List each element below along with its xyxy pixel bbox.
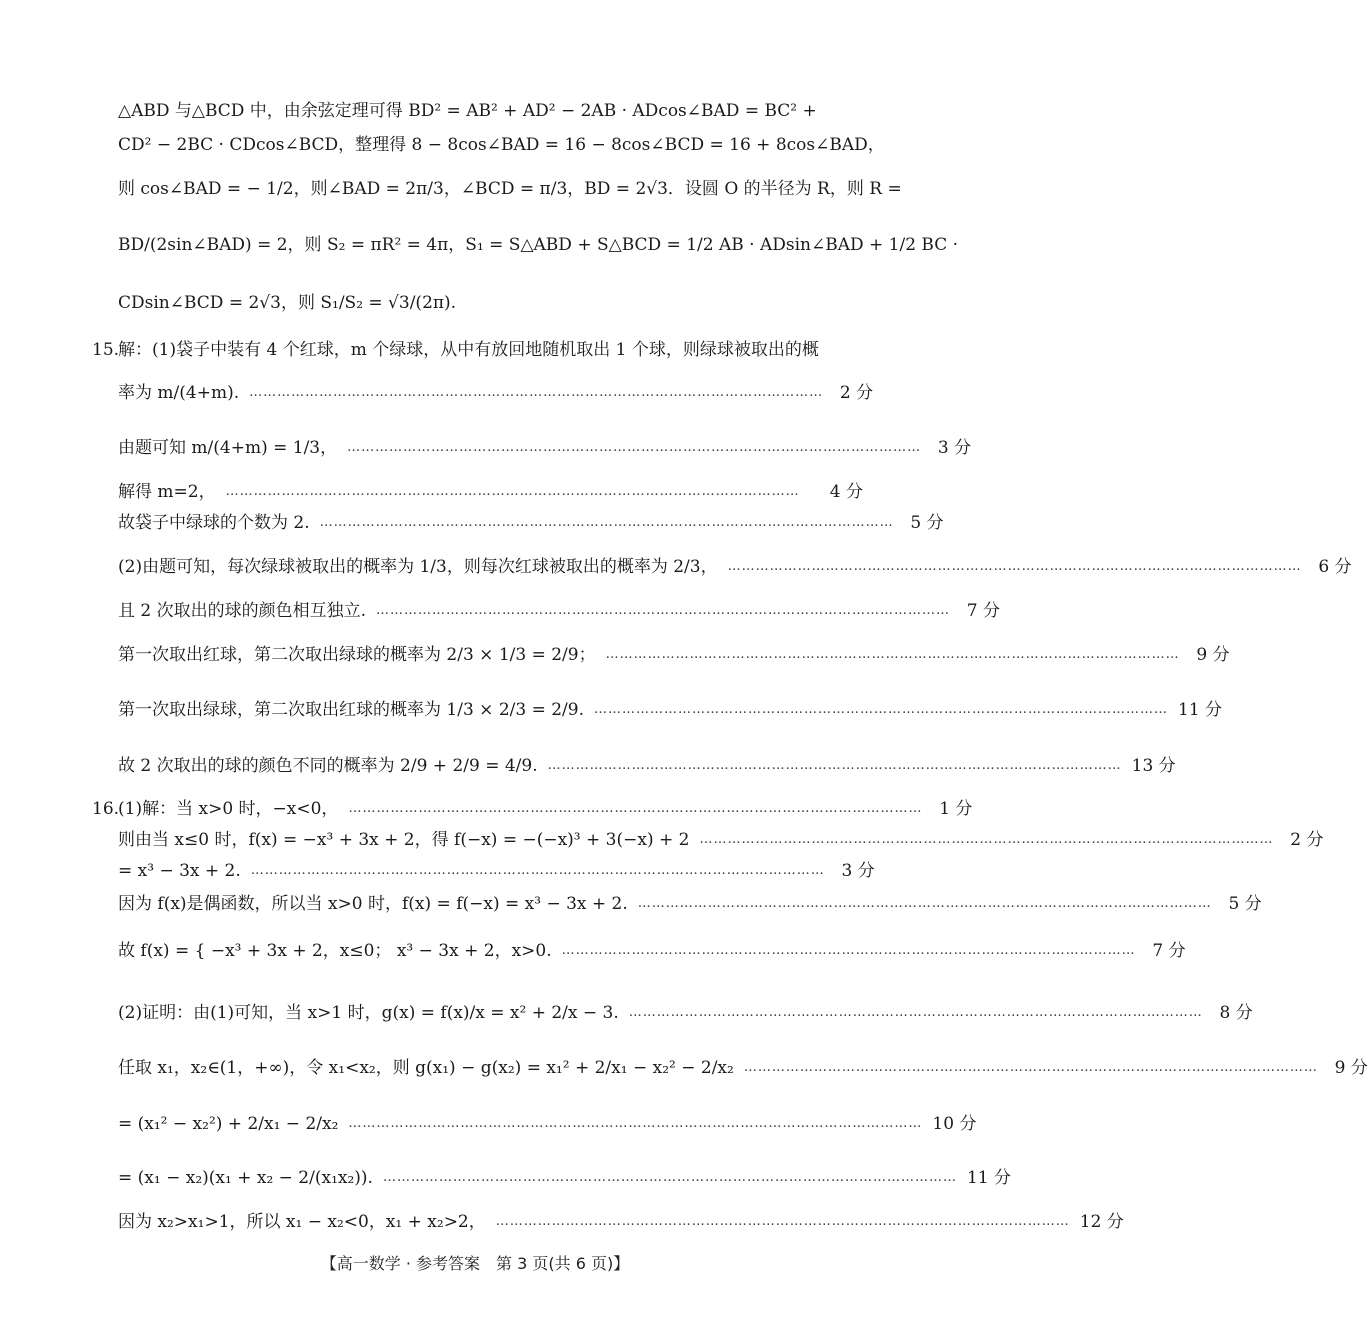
step-text: 则由当 x≤0 时，f(x) = −x³ + 3x + 2，得 f(−x) = −(−x)³ + 3(−x) + 2 — [118, 830, 690, 850]
text-line: CDsin∠BCD = 2√3，则 S₁/S₂ = √3/(2π). — [118, 293, 457, 313]
step-text: = (x₁ − x₂)(x₁ + x₂ − 2/(x₁x₂)). — [118, 1168, 373, 1188]
step-score: 9 分 — [1334, 1058, 1368, 1078]
solution-step — [118, 1165, 1012, 1191]
step-text: (2)由题可知，每次绿球被取出的概率为 1/3，则每次红球被取出的概率为 2/3， — [118, 557, 718, 577]
solution-step — [118, 891, 1262, 917]
step-score: 3 分 — [937, 438, 972, 458]
step-score: 12 分 — [1079, 1212, 1124, 1232]
leader-dots: …………………………………………………………………………………………………………… — [605, 647, 1180, 662]
leader-dots: …………………………………………………………………………………………………………… — [225, 484, 800, 499]
step-score: 2 分 — [1290, 830, 1324, 850]
step-text: (2)证明：由(1)可知，当 x>1 时，g(x) = f(x)/x = x² + 2/x − 3. — [118, 1003, 619, 1023]
leader-dots: …………………………………………………………………………………………………………… — [495, 1214, 1070, 1229]
step-score: 9 分 — [1196, 645, 1230, 665]
leader-dots: …………………………………………………………………………………………………………… — [699, 832, 1274, 847]
step-text: 解得 m=2， — [118, 482, 216, 502]
step-text: 第一次取出绿球，第二次取出红球的概率为 1/3 × 2/3 = 2/9. — [118, 700, 584, 720]
step-text: 故袋子中绿球的个数为 2. — [118, 513, 310, 533]
leader-dots: …………………………………………………………………………………………………………… — [628, 1005, 1203, 1020]
leader-dots: …………………………………………………………………………………………………………… — [594, 702, 1168, 717]
step-text: 第一次取出红球，第二次取出绿球的概率为 2/3 × 1/3 = 2/9； — [118, 645, 596, 665]
solution-step — [118, 642, 1230, 668]
leader-dots: …………………………………………………………………………………………………………… — [347, 440, 922, 455]
solution-step — [118, 479, 863, 505]
step-text: 故 f(x) = { −x³ + 3x + 2，x≤0； x³ − 3x + 2，x>0. — [118, 941, 552, 961]
text-line: BD/(2sin∠BAD) = 2，则 S₂ = πR² = 4π，S₁ = S△ABD + S△BCD = 1/2 AB · ADsin∠BAD + 1/2 BC · — [118, 235, 959, 255]
solution-step — [118, 1000, 1253, 1026]
step-score: 8 分 — [1219, 1003, 1253, 1023]
step-score: 5 分 — [1228, 894, 1262, 914]
text-line: CD² − 2BC · CDcos∠BCD，整理得 8 − 8cos∠BAD = 16 − 8cos∠BCD = 16 + 8cos∠BAD， — [118, 135, 885, 155]
step-score: 4 分 — [829, 482, 863, 502]
step-text: 由题可知 m/(4+m) = 1/3， — [118, 438, 338, 458]
solution-step — [118, 435, 972, 461]
question-number: 15. — [92, 340, 120, 360]
leader-dots: …………………………………………………………………………………………………………… — [348, 801, 923, 816]
step-score: 7 分 — [966, 601, 1001, 621]
question-intro: 解：(1)袋子中装有 4 个红球，m 个绿球，从中有放回地随机取出 1 个球，则绿球被取出的概 — [118, 340, 819, 360]
step-score: 11 分 — [1178, 700, 1223, 720]
leader-dots: …………………………………………………………………………………………………………… — [348, 1116, 923, 1131]
leader-dots: …………………………………………………………………………………………………………… — [743, 1060, 1318, 1075]
page-footer: 【高一数学 · 参考答案 第 3 页(共 6 页)】 — [320, 1254, 630, 1273]
solution-step — [118, 858, 875, 884]
step-text: = (x₁² − x₂²) + 2/x₁ − 2/x₂ — [118, 1114, 339, 1134]
step-text: 且 2 次取出的球的颜色相互独立. — [118, 601, 367, 621]
solution-step — [118, 554, 1352, 580]
step-score: 7 分 — [1152, 941, 1186, 961]
step-text: 任取 x₁，x₂∈(1，+∞)，令 x₁<x₂，则 g(x₁) − g(x₂) = x₁² + 2/x₁ − x₂² − 2/x₂ — [118, 1058, 734, 1078]
leader-dots: …………………………………………………………………………………………………………… — [727, 559, 1302, 574]
step-text: 故 2 次取出的球的颜色不同的概率为 2/9 + 2/9 = 4/9. — [118, 756, 538, 776]
question-number: 16. — [92, 799, 120, 819]
text-line: △ABD 与△BCD 中，由余弦定理可得 BD² = AB² + AD² − 2AB · ADcos∠BAD = BC² + — [118, 101, 817, 121]
step-score: 6 分 — [1318, 557, 1352, 577]
solution-step — [118, 938, 1186, 964]
solution-step — [118, 1055, 1368, 1081]
solution-step — [118, 380, 874, 406]
leader-dots: …………………………………………………………………………………………………………… — [319, 515, 894, 530]
step-score: 10 分 — [932, 1114, 977, 1134]
step-text: = x³ − 3x + 2. — [118, 861, 241, 881]
leader-dots: …………………………………………………………………………………………………………… — [376, 603, 951, 618]
leader-dots: …………………………………………………………………………………………………………… — [547, 758, 1122, 773]
solution-step — [118, 510, 944, 536]
leader-dots: …………………………………………………………………………………………………………… — [561, 943, 1136, 958]
solution-step — [118, 753, 1176, 779]
solution-step — [118, 1111, 977, 1137]
step-text: 因为 x₂>x₁>1，所以 x₁ − x₂<0，x₁ + x₂>2， — [118, 1212, 486, 1232]
step-score: 2 分 — [839, 383, 874, 403]
step-score: 13 分 — [1131, 756, 1176, 776]
solution-step — [118, 598, 1001, 624]
step-score: 3 分 — [841, 861, 875, 881]
step-score: 11 分 — [966, 1168, 1012, 1188]
text-line: 则 cos∠BAD = − 1/2，则∠BAD = 2π/3，∠BCD = π/3，BD = 2√3．设圆 O 的半径为 R，则 R = — [118, 179, 902, 199]
leader-dots: …………………………………………………………………………………………………………… — [382, 1170, 957, 1185]
solution-step — [118, 697, 1223, 723]
step-score: 5 分 — [910, 513, 944, 533]
step-text: 率为 m/(4+m). — [118, 383, 240, 403]
step-text: 因为 f(x)是偶函数，所以当 x>0 时，f(x) = f(−x) = x³ − 3x + 2. — [118, 894, 628, 914]
leader-dots: …………………………………………………………………………………………………………… — [250, 863, 825, 878]
leader-dots: …………………………………………………………………………………………………………… — [249, 385, 824, 400]
step-text: (1)解：当 x>0 时，−x<0， — [118, 799, 339, 819]
solution-step — [118, 796, 973, 822]
leader-dots: …………………………………………………………………………………………………………… — [637, 896, 1212, 911]
solution-step — [118, 827, 1324, 853]
step-score: 1 分 — [939, 799, 973, 819]
solution-step — [118, 1209, 1124, 1235]
